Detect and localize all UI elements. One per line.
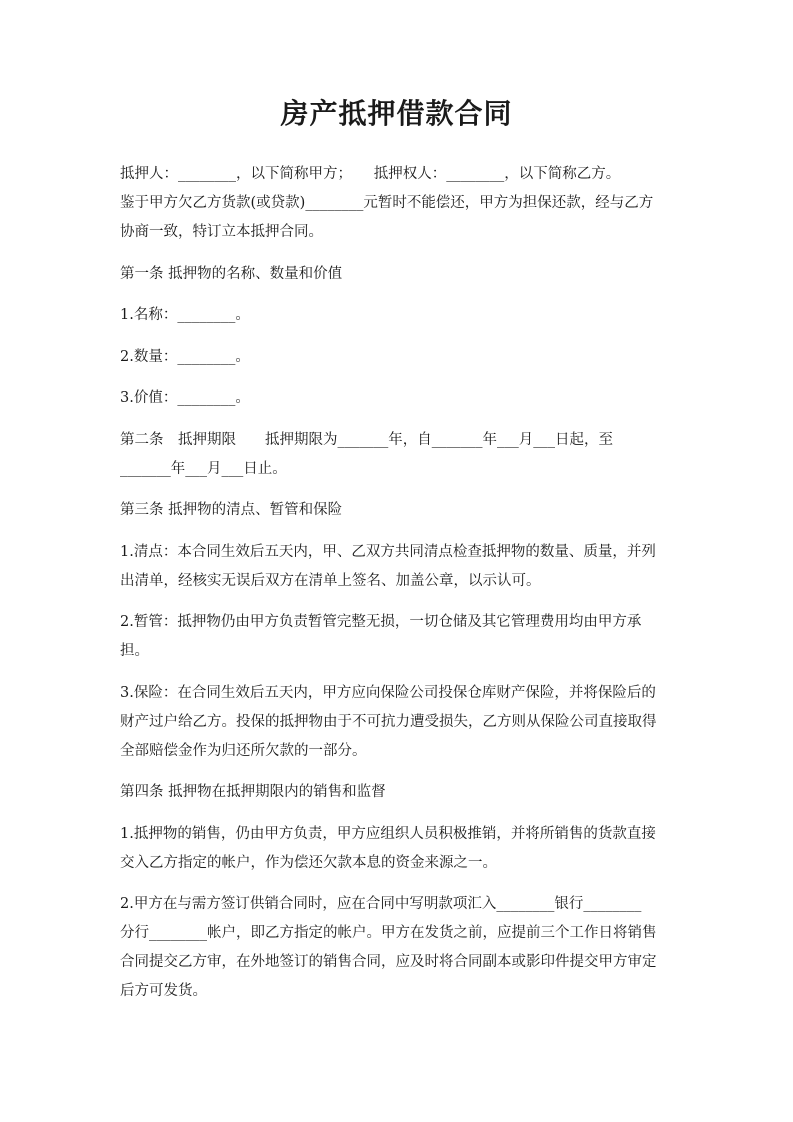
article-4-item-sales [120,820,676,878]
text-line: 2.暂管：抵押物仍由甲方负责暂管完整无损，一切仓储及其它管理费用均由甲方承 [120,614,642,630]
contract-title: 房产抵押借款合同 [280,97,513,130]
text-line: 财产过户给乙方。投保的抵押物由于不可抗力遭受损失，乙方则从保险公司直接取得 [120,713,657,730]
text-line: 抵押人：________，以下简称甲方； 抵押权人：________，以下简称乙方。 [120,166,621,182]
article-4-heading [120,778,676,807]
text-line: 担。 [120,643,149,659]
text-line: 后方可发货。 [120,983,207,999]
text-line: 鉴于甲方欠乙方货款(或贷款)________元暂时不能偿还，甲方为担保还款，经与乙方 [120,195,654,211]
article-1-item-name [120,301,676,330]
article-1-item-quantity [120,343,676,372]
text-line: 第三条 抵押物的清点、暂管和保险 [120,502,343,518]
text-line: 第二条 抵押期限 抵押期限为_______年，自_______年___月___日起，至 [120,431,613,448]
contract-body [120,160,676,1019]
text-line: 1.清点：本合同生效后五天内，甲、乙双方共同清点检查抵押物的数量、质量，并列 [120,543,656,560]
text-line: 3.保险：在合同生效后五天内，甲方应向保险公司投保仓库财产保险，并将保险后的 [120,684,656,701]
article-3-item-custody [120,608,676,666]
text-line: 合同提交乙方审，在外地签订的销售合同，应及时将合同副本或影印件提交甲方审定 [120,954,657,970]
text-line: 2.数量：________。 [120,348,250,365]
text-line: 第四条 抵押物在抵押期限内的销售和监督 [120,784,386,800]
text-line: 出清单，经核实无误后双方在清单上签名、加盖公章，以示认可。 [120,572,541,589]
text-line: 1.名称：________。 [120,307,250,323]
text-line: _______年___月___日止。 [120,460,287,477]
article-3-heading [120,496,676,525]
article-1-heading [120,260,676,289]
text-line: 1.抵押物的销售，仍由甲方负责，甲方应组织人员积极推销，并将所销售的货款直接 [120,825,656,842]
text-line: 第一条 抵押物的名称、数量和价值 [120,265,343,282]
text-line: 分行________帐户，即乙方指定的帐户。甲方在发货之前，应提前三个工作日将销售 [120,925,657,941]
article-3-item-count [120,538,676,596]
text-line: 全部赔偿金作为归还所欠款的一部分。 [120,742,367,759]
article-1-item-value [120,384,676,413]
text-line: 2.甲方在与需方签订供销合同时，应在合同中写明款项汇入________银行________ [120,896,642,912]
text-line: 交入乙方指定的帐户，作为偿还欠款本息的资金来源之一。 [120,854,497,871]
article-2-paragraph [120,426,676,484]
text-line: 3.价值：________。 [120,390,250,406]
article-3-item-insurance [120,679,676,766]
parties-paragraph [120,160,676,247]
article-4-item-contract [120,890,676,1006]
text-line: 协商一致，特订立本抵押合同。 [120,224,323,240]
